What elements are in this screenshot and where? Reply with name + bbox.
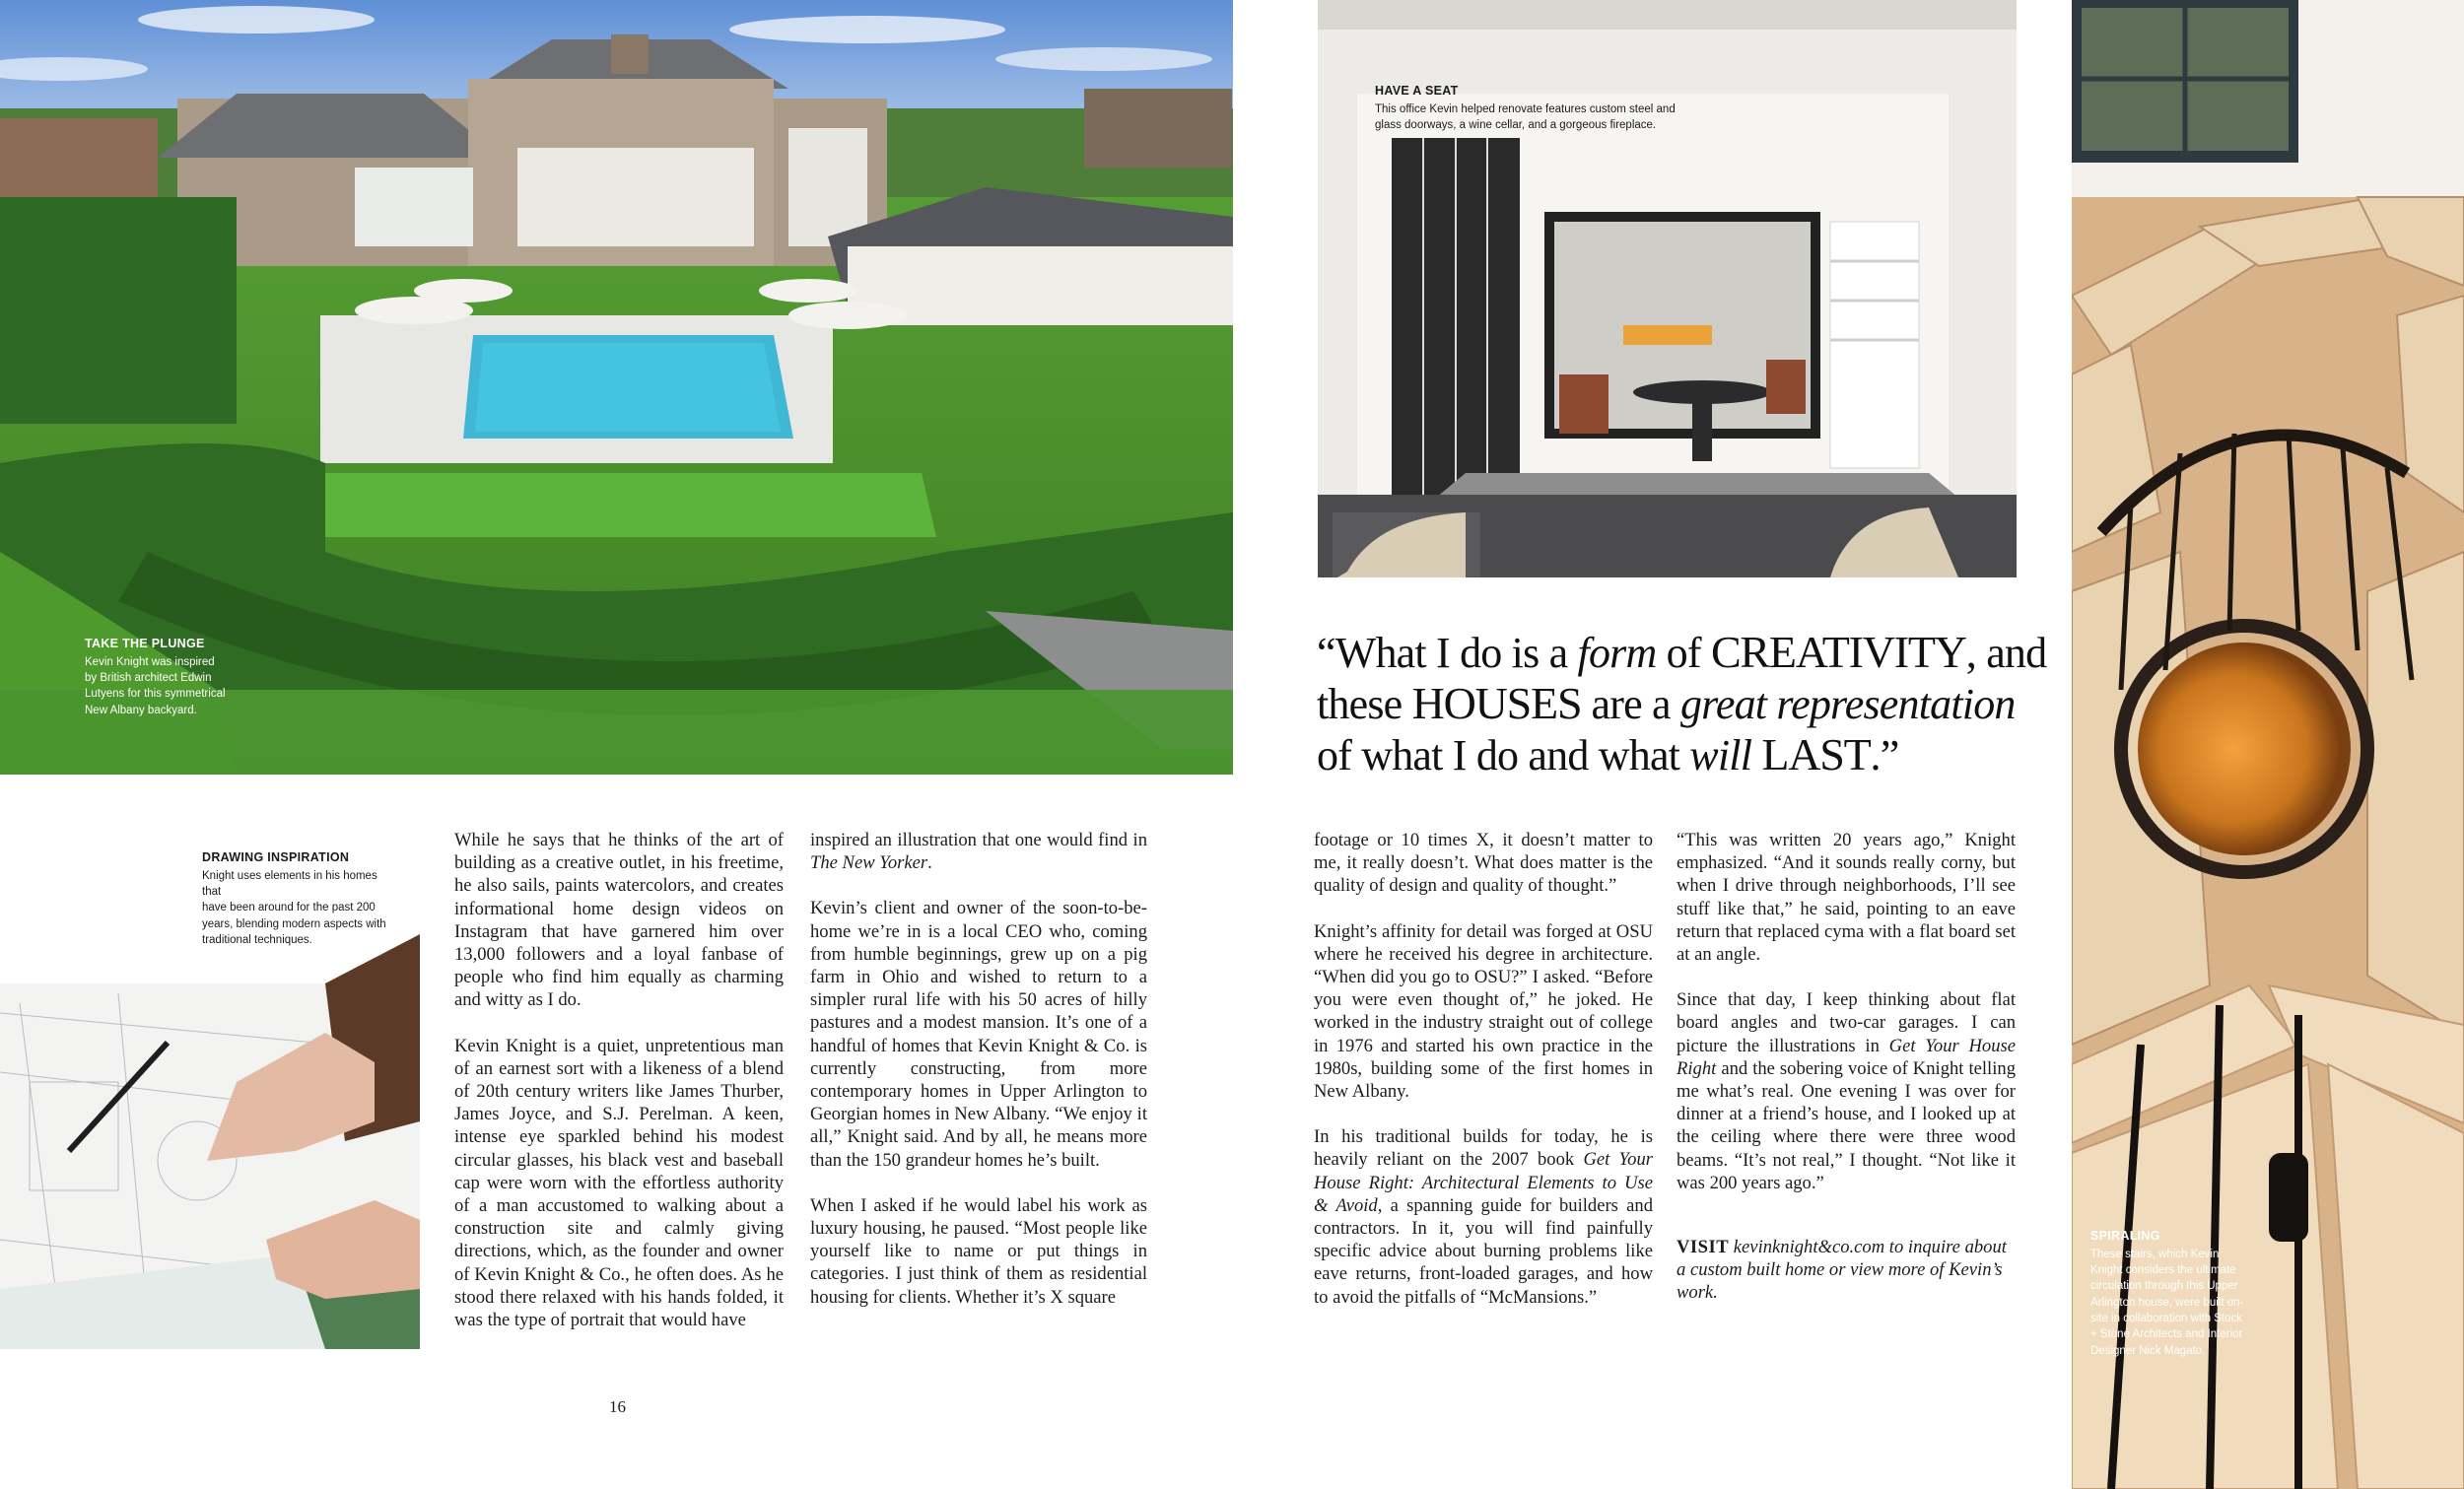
quote-text: are a [1581, 680, 1680, 728]
stairs-caption-line: site in collaboration with Stock [2090, 1313, 2243, 1325]
quote-caps: LAST [1761, 729, 1871, 779]
article-paragraph: Knight’s affinity for detail was forged at OSU where he received his degree in architecture. “When did you go to OSU?” I asked. “Before you were even thought of,” he joked. He worked in the industry straight out of college in 1976 and started his own practice in the 1980s, building some of the first homes in New Albany. [1314, 920, 1653, 1103]
stairs-caption-line: circulation through this Upper [2090, 1280, 2238, 1293]
drawing-caption-line: Knight uses elements in his homes that [202, 869, 377, 899]
pool-photo-caption [85, 636, 233, 718]
quote-emphasis: form [1577, 629, 1657, 677]
pull-quote-line [1317, 627, 2095, 678]
page-number: 16 [609, 1397, 626, 1416]
stairs-caption-line: These stairs, which Kevin [2090, 1248, 2220, 1260]
article-paragraph: “This was written 20 years ago,” Knight emphasized. “And it sounds really corny, but when I drive through neighborhoods, I’ll see stuff like that,” he said, pointing to an eave return that replaced cyma with a flat board set at an angle. [1677, 830, 2016, 966]
pull-quote [1317, 627, 2095, 780]
article-text: inspired an illustration that one would find in [810, 830, 1147, 850]
drawing-photo-caption [202, 849, 399, 948]
article-text: . [927, 852, 932, 874]
quote-text: “What I do is a [1317, 629, 1578, 677]
visit-callout [1677, 1236, 2016, 1305]
article-text: and the sobering voice of Knight telling me what’s real. One evening I was over for dinner at a friend’s house, and I looked up at the ceiling where there were three wood beams. “It’s not real,” I thought. “Not like it was 200 years ago.” [1677, 1057, 2016, 1193]
article-italic: Get Your House Right: Architectural Elements to Use & Avoid [1314, 1149, 1654, 1216]
drawing-caption-line: years, blending modern aspects with [202, 917, 386, 930]
article-column-2 [810, 829, 1147, 1309]
article-paragraph [1314, 1125, 1653, 1309]
article-paragraph: Kevin Knight is a quiet, unpretentious man of an earnest sort with a likeness of a blend of 20th century writers like James Thurber, James Joyce, and S.J. Perelman. A keen, intense eye sparkled behind his modest circular glasses, his black vest and baseball cap were worn with the effortless authority of a man accustomed to walking about a construction site and calmly giving directions, which, as the founder and owner of Kevin Knight & Co., he often does. As he stood there relaxed with his hands folded, it was the type of portrait that would have [454, 1035, 784, 1331]
article-column-1 [454, 829, 784, 1331]
pool-caption-line: Lutyens for this symmetrical [85, 688, 226, 701]
article-italic: The New Yorker [810, 852, 928, 874]
quote-text: these [1317, 680, 1412, 728]
pull-quote-line [1317, 678, 2095, 729]
drawing-caption-line: have been around for the past 200 [202, 902, 376, 914]
article-paragraph: While he says that he thinks of the art of building as a creative outlet, in his freetime, he also sails, paints watercolors, and creates informational home design videos on Instagram that have garnered him over 13,000 followers and a loyal fanbase of people who find him equally as charming and witty as I do. [454, 830, 784, 1011]
pool-caption-line: Kevin Knight was inspired [85, 655, 215, 668]
office-photo-caption [1375, 83, 1749, 133]
article-text: , a spanning guide for builders and contractors. In it, you will find painfully specific advice about burning problems like eave returns, front-loaded garages, and how to avoid the pitfalls of “McMansions.” [1314, 1194, 1654, 1308]
article-column-4 [1677, 829, 2016, 1305]
visit-text: kevinknight&co.com to inquire about a custom built home or view more of Kevin’s work. [1677, 1237, 2007, 1304]
article-italic: Get Your House Right [1677, 1035, 2016, 1079]
article-paragraph [1677, 988, 2016, 1194]
stairs-caption-line: Designer Nick Magato. [2090, 1344, 2206, 1357]
article-paragraph: When I asked if he would label his work as luxury housing, he paused. “Most people like yourself like to name or put things in categories. I just think of them as residential housing for clients. Whether it’s X square [810, 1194, 1147, 1308]
article-paragraph [810, 829, 1147, 874]
article-text: Since that day, I keep thinking about flat board angles and two-car garages. I can picture the illustrations in [1677, 989, 2016, 1056]
stairs-caption-line: + Stone Architects and Interior [2090, 1328, 2243, 1341]
office-caption-line: This office Kevin helped renovate features custom steel and [1375, 102, 1676, 115]
quote-text [1751, 731, 1761, 779]
quote-text: of [1656, 629, 1711, 677]
visit-label: VISIT [1677, 1237, 1730, 1258]
quote-text: of what I do and what [1317, 731, 1690, 779]
stairs-photo-caption [2090, 1228, 2246, 1359]
stairs-caption-line: Arlington house, were built on- [2090, 1296, 2244, 1309]
drawing-caption-heading: DRAWING INSPIRATION [202, 850, 350, 864]
article-column-3 [1314, 829, 1653, 1309]
stairs-caption-heading: SPIRALING [2090, 1229, 2160, 1243]
pool-caption-line: New Albany backyard. [85, 704, 197, 716]
quote-emphasis: great representation [1679, 680, 2016, 728]
stairs-caption-line: Knight considers the ultimate [2090, 1264, 2236, 1277]
pool-caption-line: by British architect Edwin [85, 672, 212, 685]
office-caption-line: glass doorways, a wine cellar, and a gorgeous fireplace. [1375, 119, 1657, 132]
article-paragraph: Kevin’s client and owner of the soon-to-be-home we’re in is a local CEO who, coming from humble beginnings, grew up on a pig farm in Ohio and wished to return to a simpler rural life with his 50 acres of hilly pastures and a modest mansion. It’s one of a handful of homes that Kevin Knight & Co. is currently constructing, from more contemporary homes in Upper Arlington to Georgian homes in New Albany. “We enjoy it all,” Knight said. And by all, he means more than the 150 grandeur homes he’s built. [810, 898, 1147, 1171]
quote-caps: CREATIVITY [1710, 627, 1966, 677]
pool-caption-heading: TAKE THE PLUNGE [85, 637, 205, 650]
office-caption-heading: HAVE A SEAT [1375, 84, 1459, 98]
article-text: In his traditional builds for today, he is heavily reliant on the 2007 book [1314, 1126, 1653, 1171]
article-paragraph: footage or 10 times X, it doesn’t matter to me, it really doesn’t. What does matter is the quality of design and quality of thought.” [1314, 830, 1653, 897]
pull-quote-line [1317, 729, 2095, 780]
drawing-caption-line: traditional techniques. [202, 934, 312, 947]
quote-caps: HOUSES [1411, 678, 1582, 728]
quote-text: , and [1965, 629, 2047, 677]
quote-emphasis: will [1689, 731, 1752, 779]
quote-text: .” [1870, 731, 1899, 779]
